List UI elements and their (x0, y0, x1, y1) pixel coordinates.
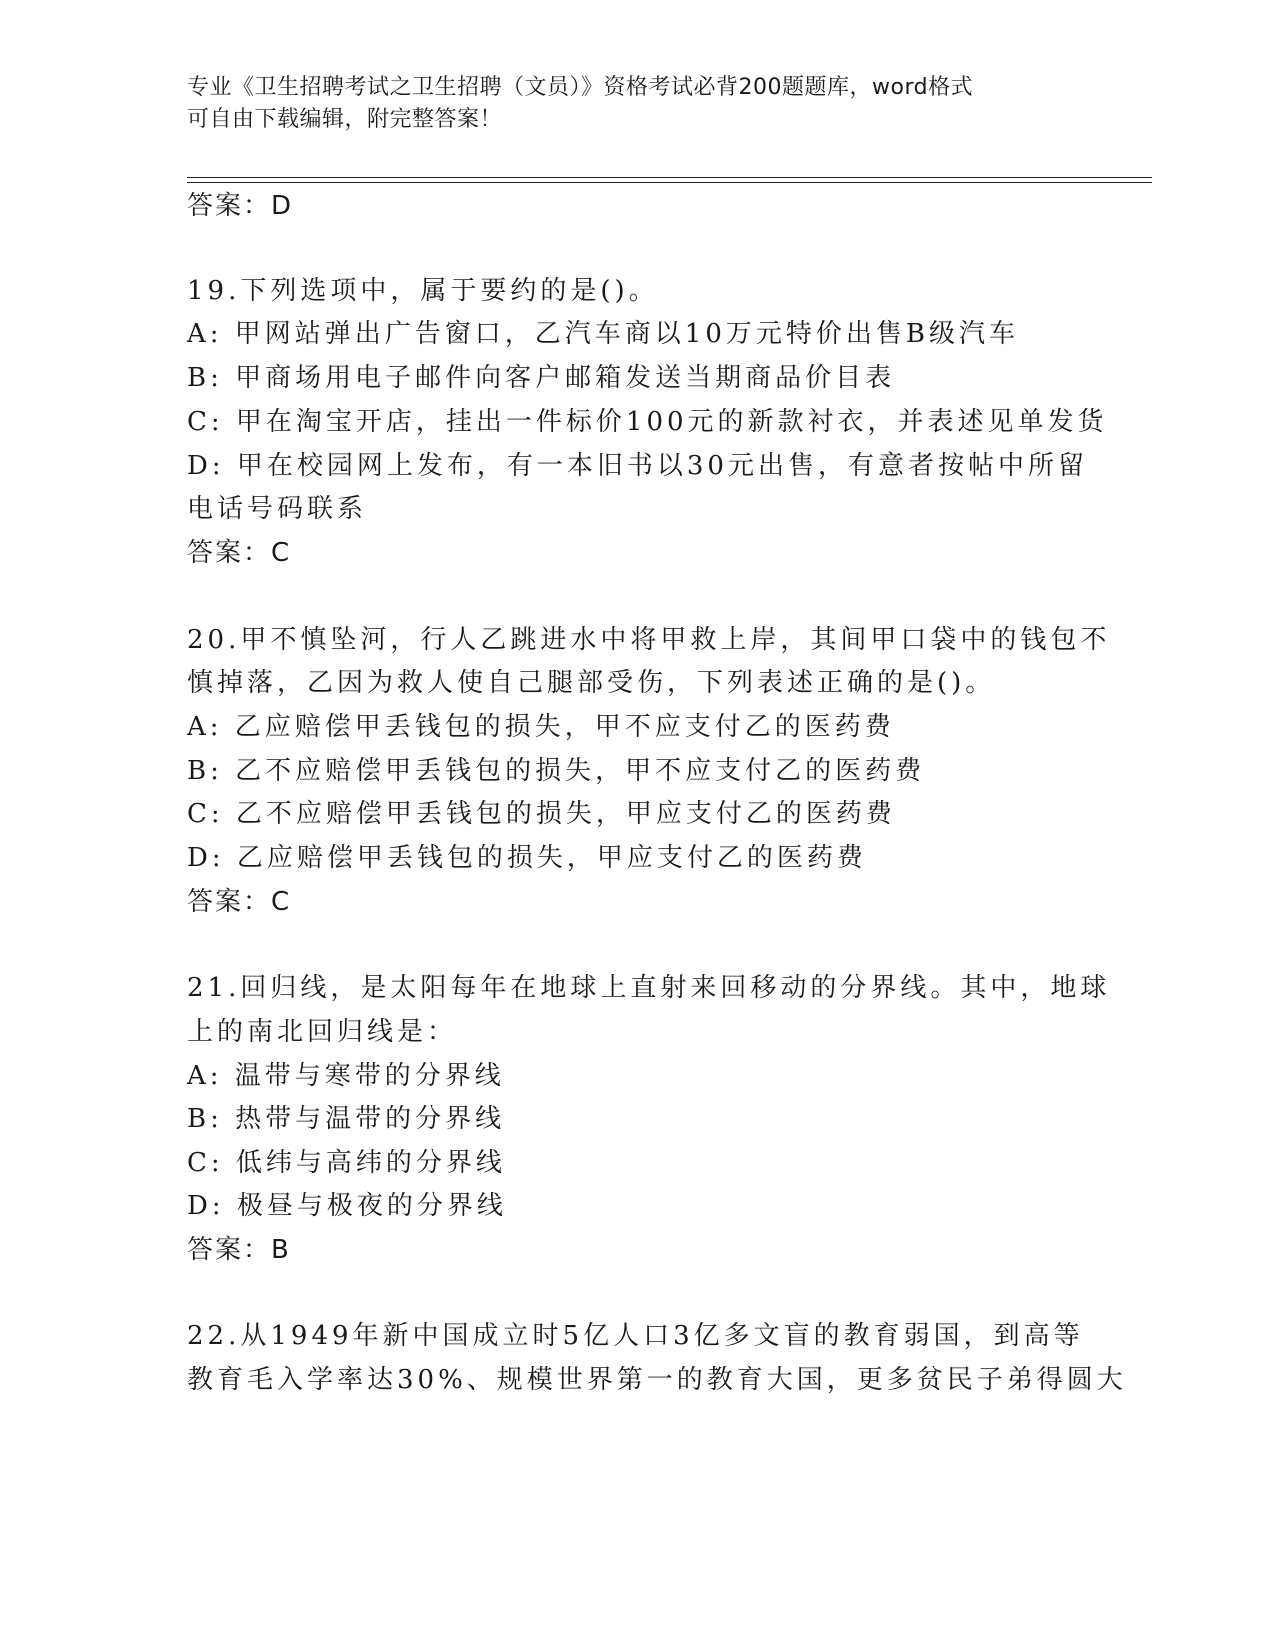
question-19-option-a: A: 甲网站弹出广告窗口，乙汽车商以10万元特价出售B级汽车 (187, 319, 1019, 349)
header-rule-bottom (187, 182, 1152, 183)
answer-20: 答案：C (187, 887, 292, 917)
question-22-text: 22.从1949年新中国成立时5亿人口3亿多文盲的教育弱国，到高等 (187, 1321, 1084, 1351)
question-19-option-d-cont: 电话号码联系 (187, 494, 368, 524)
question-20-text: 20.甲不慎坠河，行人乙跳进水中将甲救上岸，其间甲口袋中的钱包不 (187, 625, 1111, 655)
question-21-text: 21.回归线，是太阳每年在地球上直射来回移动的分界线。其中，地球 (187, 973, 1111, 1003)
question-19-option-c: C: 甲在淘宝开店，挂出一件标价100元的新款衬衣，并表述见单发货 (187, 407, 1108, 437)
header-line-2: 可自由下载编辑，附完整答案！ (187, 107, 503, 132)
question-20-text-cont: 慎掉落，乙因为救人使自己腿部受伤，下列表述正确的是()。 (187, 668, 996, 698)
question-21-option-c: C: 低纬与高纬的分界线 (187, 1148, 506, 1178)
question-22-text-cont: 教育毛入学率达30%、规模世界第一的教育大国，更多贫民子弟得圆大 (187, 1365, 1127, 1395)
question-20-option-c: C: 乙不应赔偿甲丢钱包的损失，甲应支付乙的医药费 (187, 799, 896, 829)
question-19-text: 19.下列选项中，属于要约的是()。 (187, 276, 659, 306)
document-header (187, 72, 1067, 136)
question-21-option-d: D: 极昼与极夜的分界线 (187, 1191, 507, 1221)
question-21-text-cont: 上的南北回归线是： (187, 1017, 458, 1047)
question-21-option-b: B: 热带与温带的分界线 (187, 1104, 506, 1134)
question-19-option-d: D: 甲在校园网上发布，有一本旧书以30元出售，有意者按帖中所留 (187, 451, 1088, 481)
question-20-option-b: B: 乙不应赔偿甲丢钱包的损失，甲不应支付乙的医药费 (187, 756, 926, 786)
question-20-option-a: A: 乙应赔偿甲丢钱包的损失，甲不应支付乙的医药费 (187, 712, 895, 742)
answer-19: 答案：C (187, 538, 292, 568)
question-20-option-d: D: 乙应赔偿甲丢钱包的损失，甲应支付乙的医药费 (187, 843, 867, 873)
question-21-option-a: A: 温带与寒带的分界线 (187, 1061, 505, 1091)
answer-18: 答案：D (187, 191, 294, 221)
header-rule-top (187, 177, 1152, 178)
header-line-1: 专业《卫生招聘考试之卫生招聘（文员）》资格考试必背200题题库，word格式 (187, 75, 974, 100)
question-19-option-b: B: 甲商场用电子邮件向客户邮箱发送当期商品价目表 (187, 363, 896, 393)
answer-21: 答案：B (187, 1235, 291, 1265)
